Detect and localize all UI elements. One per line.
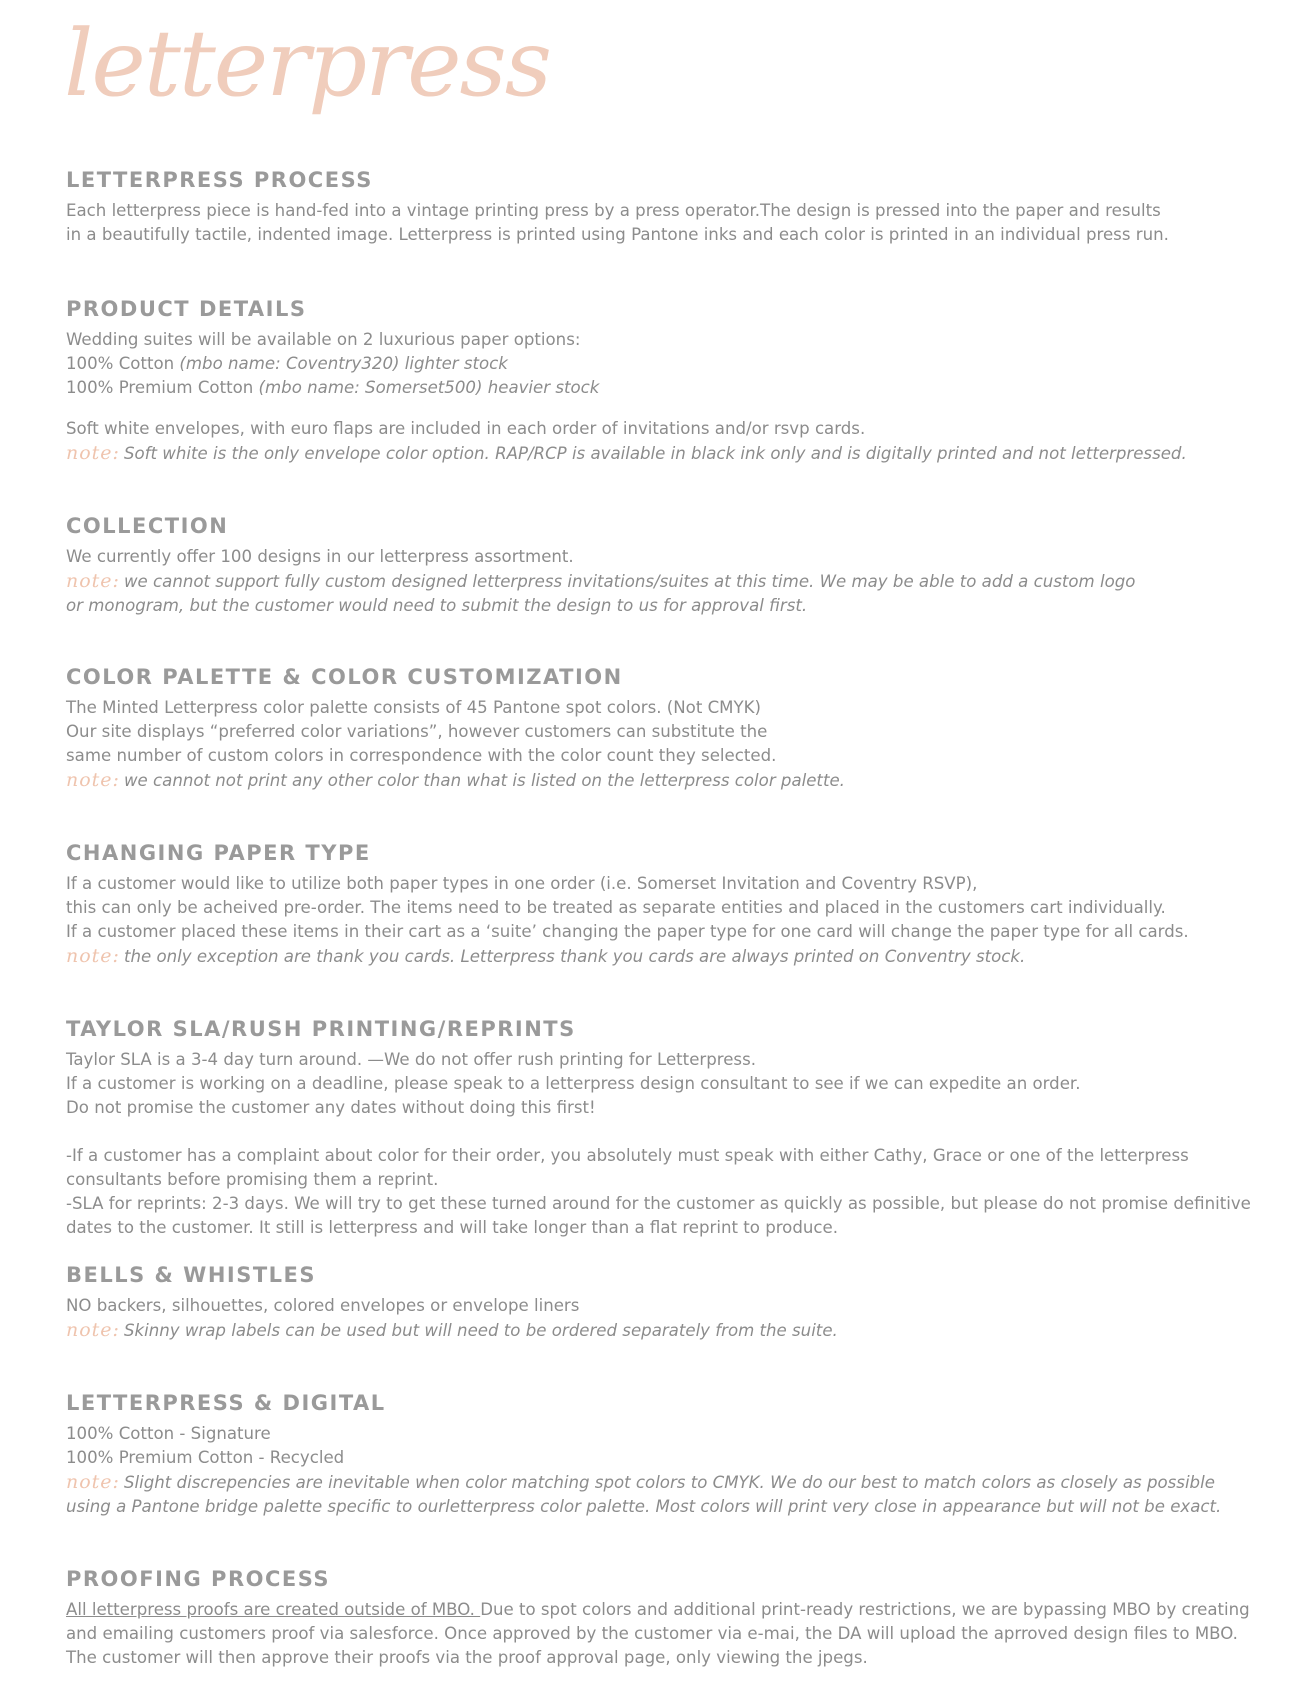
note-label: note: xyxy=(66,1319,120,1341)
section-heading: LETTERPRESS & DIGITAL xyxy=(66,1391,386,1415)
section-collection xyxy=(66,513,1286,618)
note-line xyxy=(66,1470,1286,1495)
body-line: Soft white envelopes, with euro flaps are included in each order of invitations and/or rsvp cards. xyxy=(66,419,866,438)
body-line xyxy=(66,1598,1286,1622)
body-line: Each letterpress piece is hand-fed into a vintage printing press by a press operator.The design is pressed into the paper and results xyxy=(66,201,1161,220)
body-line: If a customer would like to utilize both paper types in one order (i.e. Somerset Invitation and Coventry RSVP), xyxy=(66,874,978,893)
section-heading: COLOR PALETTE & COLOR CUSTOMIZATION xyxy=(66,665,623,689)
body-line: and emailing customers proof via salesforce. Once approved by the customer via e-mai, the DA will upload the aprroved design files to MBO. xyxy=(66,1624,1238,1643)
note-label: note: xyxy=(66,1471,120,1493)
body-line: dates to the customer. It still is letterpress and will take longer than a flat reprint to produce. xyxy=(66,1218,838,1237)
section-letterpress-digital xyxy=(66,1390,1286,1519)
body-line: If a customer is working on a deadline, please speak to a letterpress design consultant to see if we can expedite an order. xyxy=(66,1074,1081,1093)
section-heading: PROOFING PROCESS xyxy=(66,1567,331,1591)
note-label: note: xyxy=(66,769,120,791)
section-heading: CHANGING PAPER TYPE xyxy=(66,841,371,865)
note-line-continued: using a Pantone bridge palette specific to ourletterpress color palette. Most colors will print very close in appearance but will not be exact. xyxy=(66,1497,1222,1516)
section-heading: BELLS & WHISTLES xyxy=(66,1263,317,1287)
note-text: we cannot not print any other color than what is listed on the letterpress color palette. xyxy=(123,771,845,790)
underlined-text: All letterpress proofs are created outside of MBO. xyxy=(66,1600,481,1619)
body-line: 100% Premium Cotton - Recycled xyxy=(66,1448,345,1467)
paper-name: 100% Premium Cotton xyxy=(66,378,259,397)
body-line: in a beautifully tactile, indented image. Letterpress is printed using Pantone inks and each color is printed in an individual press run. xyxy=(66,225,1169,244)
note-text: Soft white is the only envelope color option. RAP/RCP is available in black ink only and is digitally printed and not letterpressed. xyxy=(123,444,1187,463)
note-text: Skinny wrap labels can be used but will need to be ordered separately from the suite. xyxy=(123,1321,838,1340)
body-line: Wedding suites will be available on 2 luxurious paper options: xyxy=(66,330,581,349)
note-text: the only exception are thank you cards. Letterpress thank you cards are always printed on Conventry stock. xyxy=(123,947,1026,966)
body-line: The Minted Letterpress color palette consists of 45 Pantone spot colors. (Not CMYK) xyxy=(66,698,761,717)
body-line: this can only be acheived pre-order. The items need to be treated as separate entities and placed in the customers cart individually. xyxy=(66,898,1166,917)
paper-name: 100% Cotton xyxy=(66,354,180,373)
note-text: we cannot support fully custom designed letterpress invitations/suites at this time. We may be able to add a custom logo xyxy=(123,572,1136,591)
spacer xyxy=(66,400,1286,417)
note-line-continued: or monogram, but the customer would need to submit the design to us for approval first. xyxy=(66,596,808,615)
body-line: Taylor SLA is a 3-4 day turn around. —We do not offer rush printing for Letterpress. xyxy=(66,1050,756,1069)
body-line: consultants before promising them a reprint. xyxy=(66,1170,439,1189)
note-text: Slight discrepencies are inevitable when color matching spot colors to CMYK. We do our best to match colors as closely as possible xyxy=(123,1473,1215,1492)
paper-option-premium-cotton xyxy=(66,376,1286,400)
body-line: Do not promise the customer any dates without doing this first! xyxy=(66,1098,596,1117)
section-changing-paper-type xyxy=(66,840,1286,969)
note-line xyxy=(66,569,1286,594)
section-heading: PRODUCT DETAILS xyxy=(66,297,307,321)
note-label: note: xyxy=(66,570,120,592)
paper-mbo-name: (mbo name: Somerset500) heavier stock xyxy=(258,378,600,397)
note-line xyxy=(66,768,1286,793)
body-line: same number of custom colors in correspondence with the color count they selected. xyxy=(66,746,777,765)
note-line xyxy=(66,1318,1286,1343)
section-color-palette xyxy=(66,664,1286,793)
page-title: letterpress xyxy=(64,10,550,117)
body-line: -If a customer has a complaint about color for their order, you absolutely must speak with either Cathy, Grace or one of the letterpress xyxy=(66,1146,1189,1165)
body-line: The customer will then approve their proofs via the proof approval page, only viewing the jpegs. xyxy=(66,1648,868,1667)
section-letterpress-process xyxy=(66,167,1286,247)
note-label: note: xyxy=(66,442,120,464)
body-line: 100% Cotton - Signature xyxy=(66,1424,271,1443)
section-taylor-sla xyxy=(66,1016,1286,1240)
note-line xyxy=(66,944,1286,969)
spacer xyxy=(66,1120,1286,1144)
body-line: Our site displays “preferred color variations”, however customers can substitute the xyxy=(66,722,768,741)
body-line: NO backers, silhouettes, colored envelopes or envelope liners xyxy=(66,1296,580,1315)
body-line: If a customer placed these items in their cart as a ‘suite’ changing the paper type for one card will change the paper type for all cards. xyxy=(66,922,1189,941)
section-proofing-process xyxy=(66,1566,1286,1670)
section-heading: COLLECTION xyxy=(66,514,229,538)
section-heading: LETTERPRESS PROCESS xyxy=(66,168,373,192)
paper-mbo-name: (mbo name: Coventry320) lighter stock xyxy=(179,354,508,373)
section-product-details xyxy=(66,296,1286,466)
body-line: -SLA for reprints: 2-3 days. We will try to get these turned around for the customer as quickly as possible, but please do not promise definitive xyxy=(66,1194,1251,1213)
note-label: note: xyxy=(66,945,120,967)
section-bells-whistles xyxy=(66,1262,1286,1343)
body-line: We currently offer 100 designs in our letterpress assortment. xyxy=(66,547,574,566)
paper-option-cotton xyxy=(66,352,1286,376)
body-text: Due to spot colors and additional print-ready restrictions, we are bypassing MBO by creating xyxy=(480,1600,1250,1619)
section-heading: TAYLOR SLA/RUSH PRINTING/REPRINTS xyxy=(66,1017,576,1041)
note-line xyxy=(66,441,1286,466)
